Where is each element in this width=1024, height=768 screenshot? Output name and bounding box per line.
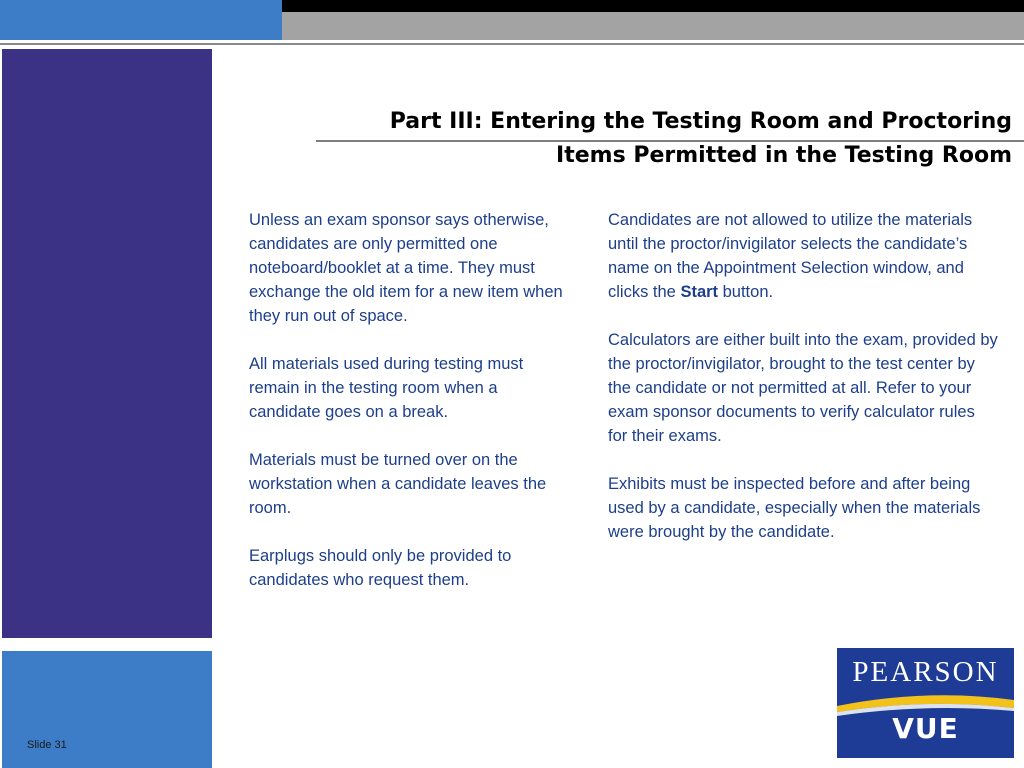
title-line-2: Items Permitted in the Testing Room [556,143,1012,168]
right-text-column [608,208,998,544]
logo-product-text: VUE [892,712,959,745]
left-paragraph-3: Materials must be turned over on the workstation when a candidate leaves the room. [249,451,547,517]
right-paragraph-1-text: Candidates are not allowed to utilize the materials until the proctor/invigilator selects the candidate’s name on the Appointment Selection window, and clicks the [608,211,973,301]
start-button-reference: Start [680,283,719,301]
left-text-column [249,208,569,592]
title-line-1: Part III: Entering the Testing Room and Proctoring [389,109,1012,134]
right-paragraph-1-end: button. [718,283,774,301]
top-black-band [282,0,1024,12]
top-grey-band [282,12,1024,40]
right-paragraph-1 [608,208,998,304]
left-paragraph-4: Earplugs should only be provided to candidates who request them. [249,547,512,589]
slide-title [390,105,1012,173]
right-paragraph-3: Exhibits must be inspected before and after being used by a candidate, especially when the materials were brought by the candidate. [608,475,981,541]
logo-brand-text: PEARSON [852,656,999,688]
slide-number: Slide 31 [27,739,67,751]
pearson-vue-logo [837,648,1014,758]
left-paragraph-1: Unless an exam sponsor says otherwise, candidates are only permitted one noteboard/booklet at a time. They must exchange the old item for a new item when they run out of space. [249,211,563,325]
right-paragraph-2: Calculators are either built into the exam, provided by the proctor/invigilator, brought to the test center by the candidate or not permitted at all. Refer to your exam sponsor documents to verify calculator rules for their exams. [608,331,998,445]
top-blue-band [0,0,282,40]
left-paragraph-2: All materials used during testing must remain in the testing room when a candidate goes on a break. [249,355,524,421]
left-decorative-panel [2,49,212,638]
top-divider-line [0,43,1024,45]
title-underline [316,140,1024,142]
